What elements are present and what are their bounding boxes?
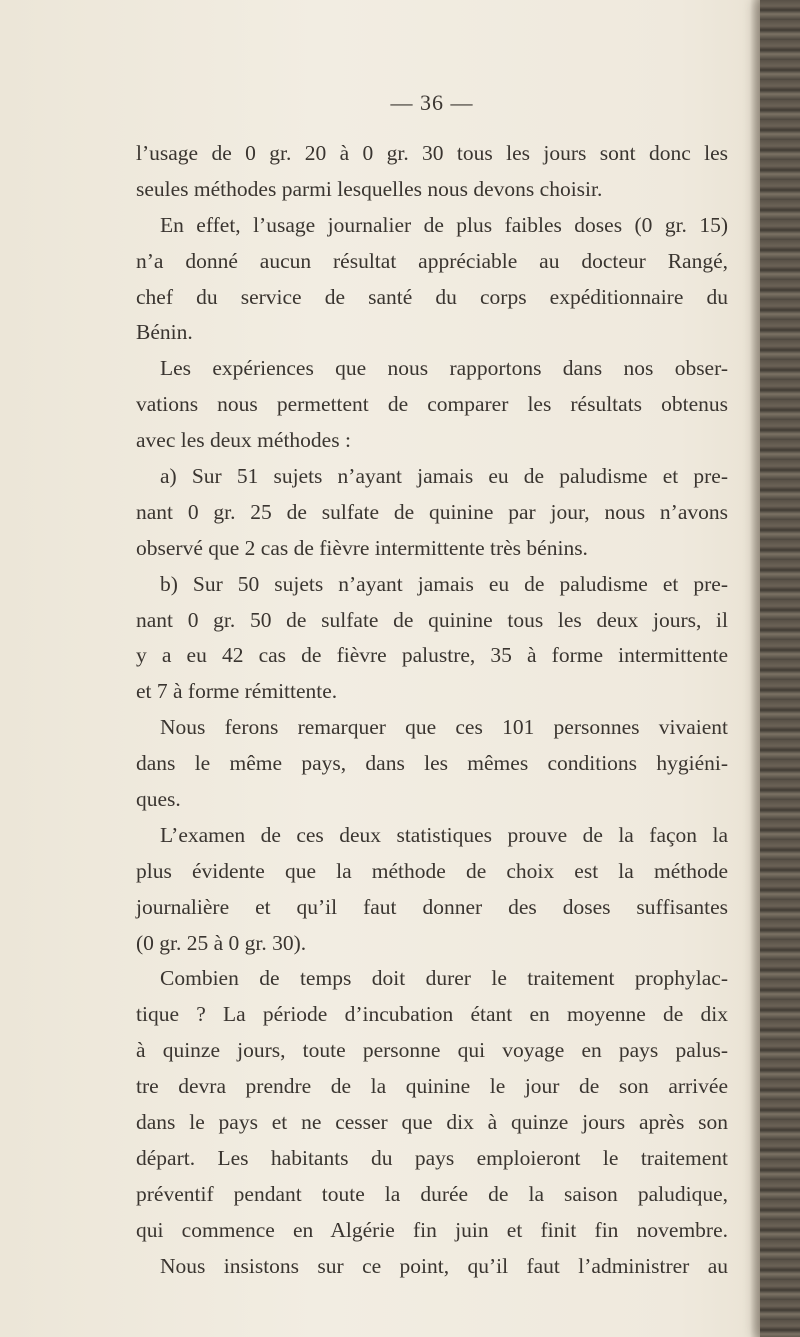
text-line: tre devra prendre de la quinine le jour de son arrivée [136, 1074, 728, 1099]
text-line: journalière et qu’il faut donner des doses suffisantes [136, 894, 728, 919]
book-spine-edge [760, 0, 800, 1337]
text-line: ques. [136, 787, 181, 812]
text-line: dans le même pays, dans les mêmes conditions hygiéni- [136, 751, 728, 776]
text-line: Les expériences que nous rapportons dans nos obser- [160, 356, 728, 381]
text-line: seules méthodes parmi lesquelles nous devons choisir. [136, 176, 603, 201]
text-line: Bénin. [136, 320, 193, 345]
body-text-block [136, 88, 728, 1285]
text-line: observé que 2 cas de fièvre intermittente très bénins. [136, 535, 588, 560]
text-line: L’examen de ces deux statistiques prouve de la façon la [160, 822, 728, 847]
text-line: qui commence en Algérie fin juin et finit fin novembre. [136, 1217, 728, 1242]
text-line: En effet, l’usage journalier de plus faibles doses (0 gr. 15) [160, 212, 728, 237]
page-number: — 36 — [390, 90, 474, 115]
text-line: Nous ferons remarquer que ces 101 personnes vivaient [160, 715, 728, 740]
text-line: et 7 à forme rémittente. [136, 679, 338, 704]
text-line: n’a donné aucun résultat appréciable au docteur Rangé, [136, 248, 728, 273]
text-line: tique ? La période d’incubation étant en moyenne de dix [136, 1002, 728, 1027]
text-line: y a eu 42 cas de fièvre palustre, 35 à forme intermittente [136, 643, 728, 668]
text-line: à quinze jours, toute personne qui voyage en pays palus- [136, 1038, 728, 1063]
text-line: l’usage de 0 gr. 20 à 0 gr. 30 tous les jours sont donc les [136, 141, 728, 165]
text-lines [136, 136, 728, 1285]
text-line: chef du service de santé du corps expéditionnaire du [136, 284, 728, 309]
text-line: nant 0 gr. 25 de sulfate de quinine par jour, nous n’avons [136, 499, 728, 524]
text-line: vations nous permettent de comparer les résultats obtenus [136, 392, 728, 417]
text-line: préventif pendant toute la durée de la saison paludique, [136, 1181, 728, 1206]
text-line: (0 gr. 25 à 0 gr. 30). [136, 930, 307, 955]
text-line: Nous insistons sur ce point, qu’il faut l’administrer au [160, 1253, 728, 1278]
text-line: Combien de temps doit durer le traitement prophylac- [160, 966, 728, 991]
text-line: b) Sur 50 sujets n’ayant jamais eu de paludisme et pre- [160, 571, 728, 596]
text-line: plus évidente que la méthode de choix est la méthode [136, 858, 728, 883]
text-line: départ. Les habitants du pays emploieront le traitement [136, 1145, 728, 1170]
text-line: dans le pays et ne cesser que dix à quinze jours après son [136, 1110, 728, 1135]
text-line: nant 0 gr. 50 de sulfate de quinine tous les deux jours, il [136, 607, 728, 632]
text-line: a) Sur 51 sujets n’ayant jamais eu de paludisme et pre- [160, 464, 728, 489]
text-line: avec les deux méthodes : [136, 428, 351, 453]
